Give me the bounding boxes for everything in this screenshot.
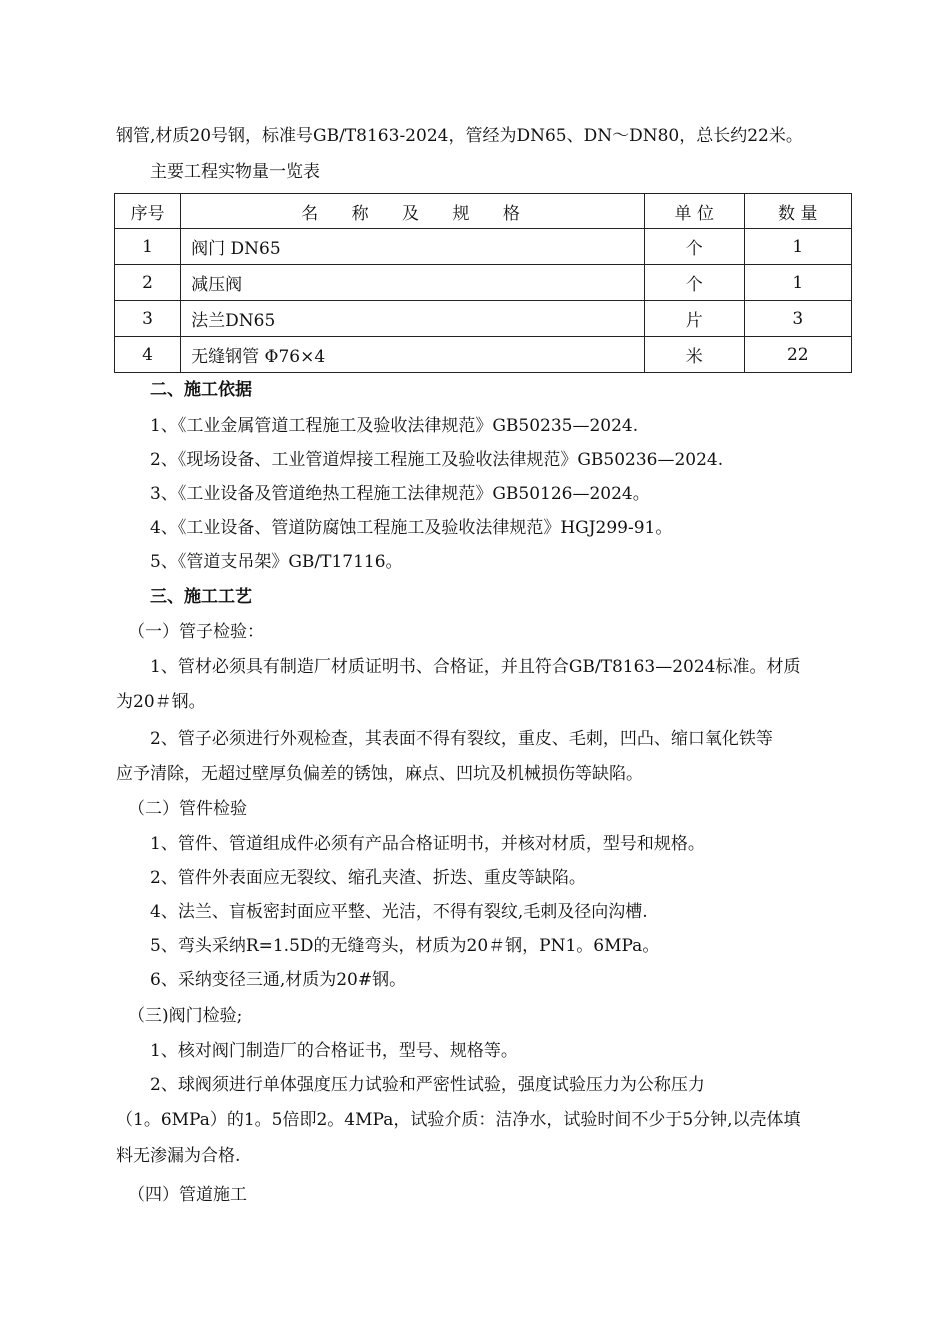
basis-item: 5、《管道支吊架》GB/T17116。 <box>150 552 403 572</box>
valve-p2-line1: 2、球阀须进行单体强度压力试验和严密性试验，强度试验压力为公称压力 <box>150 1075 705 1095</box>
table-header-row <box>115 194 852 229</box>
pipe-inspection-p1-line1: 1、管材必须具有制造厂材质证明书、合格证，并且符合GB/T8163—2024标准。材质 <box>150 657 801 677</box>
pipe-inspection-p2-line1: 2、管子必须进行外观检查，其表面不得有裂纹，重皮、毛刺，凹凸、缩口氧化铁等 <box>150 729 773 749</box>
header-unit: 单 位 <box>645 194 745 229</box>
cell-unit: 米 <box>645 337 745 373</box>
cell-no: 2 <box>115 265 181 301</box>
cell-no: 3 <box>115 301 181 337</box>
valve-inspection-title: （三)阀门检验; <box>128 1006 243 1026</box>
header-no: 序号 <box>115 194 181 229</box>
cell-unit: 个 <box>645 229 745 265</box>
basis-item: 1、《工业金属管道工程施工及验收法律规范》GB50235—2024. <box>150 416 639 436</box>
valve-p2-line3: 料无渗漏为合格. <box>116 1146 241 1166</box>
table-caption: 主要工程实物量一览表 <box>150 162 320 182</box>
fitting-item: 2、管件外表面应无裂纹、缩孔夹渣、折迭、重皮等缺陷。 <box>150 868 586 888</box>
fitting-item: 4、法兰、盲板密封面应平整、光洁，不得有裂纹,毛刺及径向沟槽. <box>150 902 648 922</box>
section2-title: 二、施工依据 <box>150 380 252 400</box>
section3-title: 三、施工工艺 <box>150 587 252 607</box>
valve-p2-line2: （1。6MPa）的1。5倍即2。4MPa，试验介质：洁净水，试验时间不少于5分钟,以壳体填 <box>116 1110 801 1130</box>
pipe-inspection-title: （一）管子检验： <box>128 622 264 642</box>
cell-no: 4 <box>115 337 181 373</box>
header-qty: 数 量 <box>744 194 851 229</box>
pipe-inspection-p1-line2: 为20＃钢。 <box>116 692 206 712</box>
basis-item: 3、《工业设备及管道绝热工程施工法律规范》GB50126—2024。 <box>150 484 650 504</box>
cell-unit: 个 <box>645 265 745 301</box>
header-name: 名 称 及 规 格 <box>181 194 645 229</box>
fitting-item: 6、采纳变径三通,材质为20#钢。 <box>150 970 407 990</box>
basis-item: 4、《工业设备、管道防腐蚀工程施工及验收法律规范》HGJ299-91。 <box>150 518 673 538</box>
intro-line: 钢管,材质20号钢，标准号GB/T8163-2024，管经为DN65、DN～DN80，总长约22米。 <box>116 126 803 146</box>
cell-no: 1 <box>115 229 181 265</box>
table-row <box>115 265 852 301</box>
cell-qty: 22 <box>744 337 851 373</box>
basis-item: 2、《现场设备、工业管道焊接工程施工及验收法律规范》GB50236—2024. <box>150 450 724 470</box>
cell-qty: 1 <box>744 229 851 265</box>
fitting-inspection-title: （二）管件检验 <box>128 799 247 819</box>
table-row <box>115 337 852 373</box>
cell-name: 减压阀 <box>181 265 645 301</box>
cell-name: 法兰DN65 <box>181 301 645 337</box>
fitting-item: 1、管件、管道组成件必须有产品合格证明书，并核对材质，型号和规格。 <box>150 834 705 854</box>
cell-unit: 片 <box>645 301 745 337</box>
cell-qty: 3 <box>744 301 851 337</box>
quantity-table <box>114 193 852 373</box>
cell-name: 阀门 DN65 <box>181 229 645 265</box>
cell-name: 无缝钢管 Φ76×4 <box>181 337 645 373</box>
cell-qty: 1 <box>744 265 851 301</box>
fitting-item: 5、弯头采纳R=1.5D的无缝弯头，材质为20＃钢，PN1。6MPa。 <box>150 936 660 956</box>
table-row <box>115 229 852 265</box>
pipe-construction-title: （四）管道施工 <box>128 1185 247 1205</box>
table-row <box>115 301 852 337</box>
pipe-inspection-p2-line2: 应予清除，无超过壁厚负偏差的锈蚀，麻点、凹坑及机械损伤等缺陷。 <box>116 764 643 784</box>
valve-item: 1、核对阀门制造厂的合格证书，型号、规格等。 <box>150 1041 518 1061</box>
